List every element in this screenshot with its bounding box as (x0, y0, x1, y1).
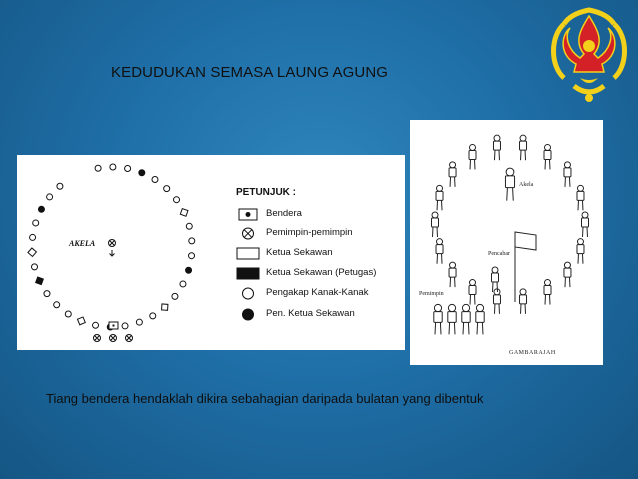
scout-figure (493, 289, 500, 314)
scout-figure (469, 144, 476, 169)
cub-scout-mark (186, 223, 192, 229)
assistant-leader-mark (38, 206, 44, 212)
legend-label: Ketua Sekawan (266, 247, 333, 258)
cub-scout-mark (54, 302, 60, 308)
cub-scout-mark (47, 194, 53, 200)
slide-caption: Tiang bendera hendaklah dikira sebahagian daripada bulatan yang dibentuk (46, 391, 484, 406)
filled-rectangle-icon (236, 267, 260, 280)
patrol-leader-duty-mark (36, 277, 44, 285)
scout-figure (432, 212, 439, 237)
cub-scout-mark (93, 322, 99, 328)
scout-figure (469, 280, 476, 305)
scout-figure (577, 185, 584, 210)
illustration-pemimpin-label: Pemimpin (419, 291, 444, 297)
cub-scout-mark (110, 164, 116, 170)
ghost-text (297, 157, 300, 169)
leader-figure (462, 304, 470, 334)
cub-scout-mark (44, 291, 50, 297)
empty-rectangle-icon (236, 247, 260, 260)
scout-figure (520, 135, 527, 160)
cub-scout-mark (174, 197, 180, 203)
leader-circle-x-icon (236, 227, 260, 240)
illustration-pencabar-label: Pencabar (488, 251, 510, 257)
scout-figure (436, 185, 443, 210)
cub-scout-mark (65, 311, 71, 317)
formation-diagram-panel (17, 155, 405, 350)
formation-ring (17, 155, 217, 350)
cub-scout-mark (95, 165, 101, 171)
assistant-leader-mark (186, 267, 192, 273)
cub-scout-mark (150, 313, 156, 319)
cub-scout-mark (152, 177, 158, 183)
cub-scout-mark (122, 323, 128, 329)
scout-figure (564, 262, 571, 287)
patrol-leader-mark (77, 317, 85, 325)
scout-figure (436, 239, 443, 264)
legend-label: Bendera (266, 208, 302, 219)
scout-figure (493, 135, 500, 160)
cub-scout-mark (33, 220, 39, 226)
cub-scout-mark (57, 183, 63, 189)
cub-scout-mark (189, 238, 195, 244)
scout-figure (449, 162, 456, 187)
illustration-akela-label: Akela (519, 182, 534, 188)
leader-figure (476, 304, 484, 334)
empty-circle-icon (236, 287, 260, 300)
filled-circle-icon (236, 308, 260, 321)
patrol-leader-mark (162, 304, 168, 310)
akela-leader-mark (109, 240, 116, 257)
scout-figure (520, 289, 527, 314)
cub-scout-mark (30, 234, 36, 240)
scout-figure (544, 280, 551, 305)
leader-figure (448, 304, 456, 334)
illustration-gambarajah-label: GAMBARAJAH (509, 350, 556, 356)
scout-figure (449, 262, 456, 287)
patrol-leader-mark (28, 248, 36, 256)
scout-figure (582, 212, 589, 237)
scout-figure (564, 162, 571, 187)
slide-title: KEDUDUKAN SEMASA LAUNG AGUNG (111, 64, 389, 81)
patrol-leader-mark (180, 209, 188, 217)
scout-figure (577, 239, 584, 264)
legend-title: PETUNJUK : (236, 187, 297, 198)
legend-label: Pen. Ketua Sekawan (266, 308, 355, 319)
cub-scout-mark (180, 281, 186, 287)
pencabar-figure (492, 267, 499, 292)
assistant-leader-mark (139, 170, 145, 176)
scouts-circle-illustration (410, 120, 603, 365)
akela-label: AKELA (69, 239, 96, 248)
flag-square-dot-icon (236, 208, 260, 221)
illustration-panel (410, 120, 603, 365)
cub-scout-mark (172, 293, 178, 299)
cub-scout-mark (189, 253, 195, 259)
legend-label: Pengakap Kanak-Kanak (266, 287, 369, 298)
cub-scout-mark (32, 264, 38, 270)
cub-scout-mark (136, 319, 142, 325)
leader-figure (434, 304, 442, 334)
scout-emblem-icon (544, 6, 634, 106)
akela-figure (505, 168, 514, 201)
cub-scout-mark (164, 186, 170, 192)
legend-label: Ketua Sekawan (Petugas) (266, 267, 377, 278)
cub-scout-mark (125, 166, 131, 172)
legend-label: Pemimpin-pemimpin (266, 227, 353, 238)
scout-figure (544, 144, 551, 169)
